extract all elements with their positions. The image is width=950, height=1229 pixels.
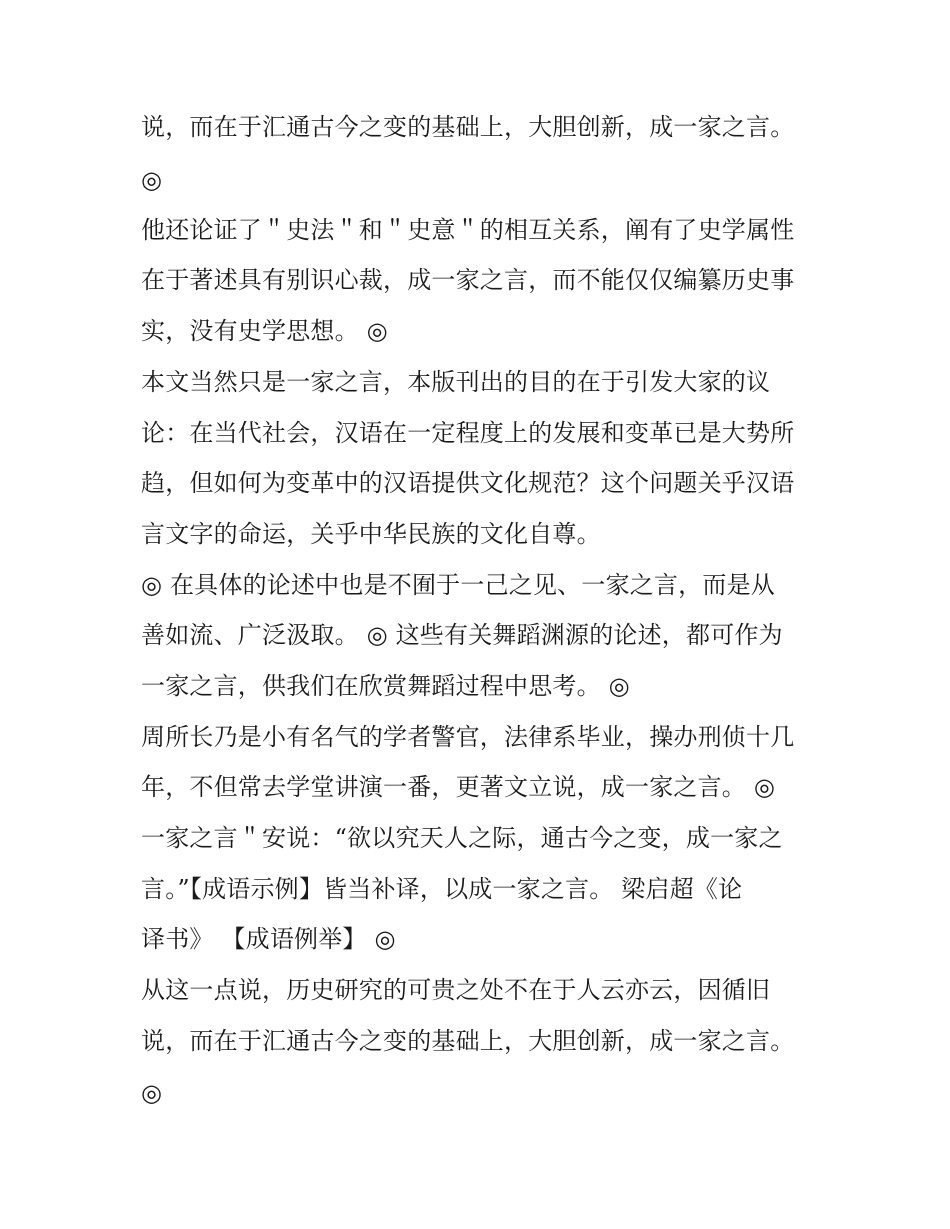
text-line: 言文字的命运，关乎中华民族的文化自尊。 bbox=[141, 520, 601, 548]
text-line: ◎ bbox=[141, 1079, 163, 1107]
text-line: 他还论证了＂史法＂和＂史意＂的相互关系，阐有了史学属性 bbox=[141, 216, 795, 244]
text-line: 从这一点说，历史研究的可贵之处不在于人云亦云，因循旧 bbox=[141, 976, 771, 1004]
text-line: 实，没有史学思想。 ◎ bbox=[141, 317, 388, 345]
text-line: 一家之言＂安说：“欲以究天人之际，通古今之变，成一家之 bbox=[141, 824, 783, 852]
text-line: 说，而在于汇通古今之变的基础上，大胆创新，成一家之言。 bbox=[141, 1027, 795, 1055]
text-line: ◎ 在具体的论述中也是不囿于一己之见、一家之言，而是从 bbox=[141, 571, 775, 599]
text-line: 本文当然只是一家之言，本版刊出的目的在于引发大家的议 bbox=[141, 368, 771, 396]
text-line: 一家之言，供我们在欣赏舞蹈过程中思考。 ◎ bbox=[141, 672, 630, 700]
text-line: 趋，但如何为变革中的汉语提供文化规范？这个问题关乎汉语 bbox=[141, 469, 795, 497]
text-line: 言。”【成语示例】皆当补译，以成一家之言。 梁启超《论 bbox=[141, 875, 743, 903]
text-line: 译书》 【成语例举】 ◎ bbox=[141, 925, 396, 953]
text-line: 周所长乃是小有名气的学者警官，法律系毕业，操办刑侦十几 bbox=[141, 723, 795, 751]
text-line: 在于著述具有别识心裁，成一家之言，而不能仅仅编纂历史事 bbox=[141, 266, 795, 294]
text-line: 说，而在于汇通古今之变的基础上，大胆创新，成一家之言。 bbox=[141, 113, 795, 141]
text-line: 年，不但常去学堂讲演一番，更著文立说，成一家之言。 ◎ bbox=[141, 773, 775, 801]
text-line: 善如流、广泛汲取。 ◎ 这些有关舞蹈渊源的论述，都可作为 bbox=[141, 621, 783, 649]
text-line: 论：在当代社会，汉语在一定程度上的发展和变革已是大势所 bbox=[141, 419, 795, 447]
text-line: ◎ bbox=[141, 166, 163, 194]
